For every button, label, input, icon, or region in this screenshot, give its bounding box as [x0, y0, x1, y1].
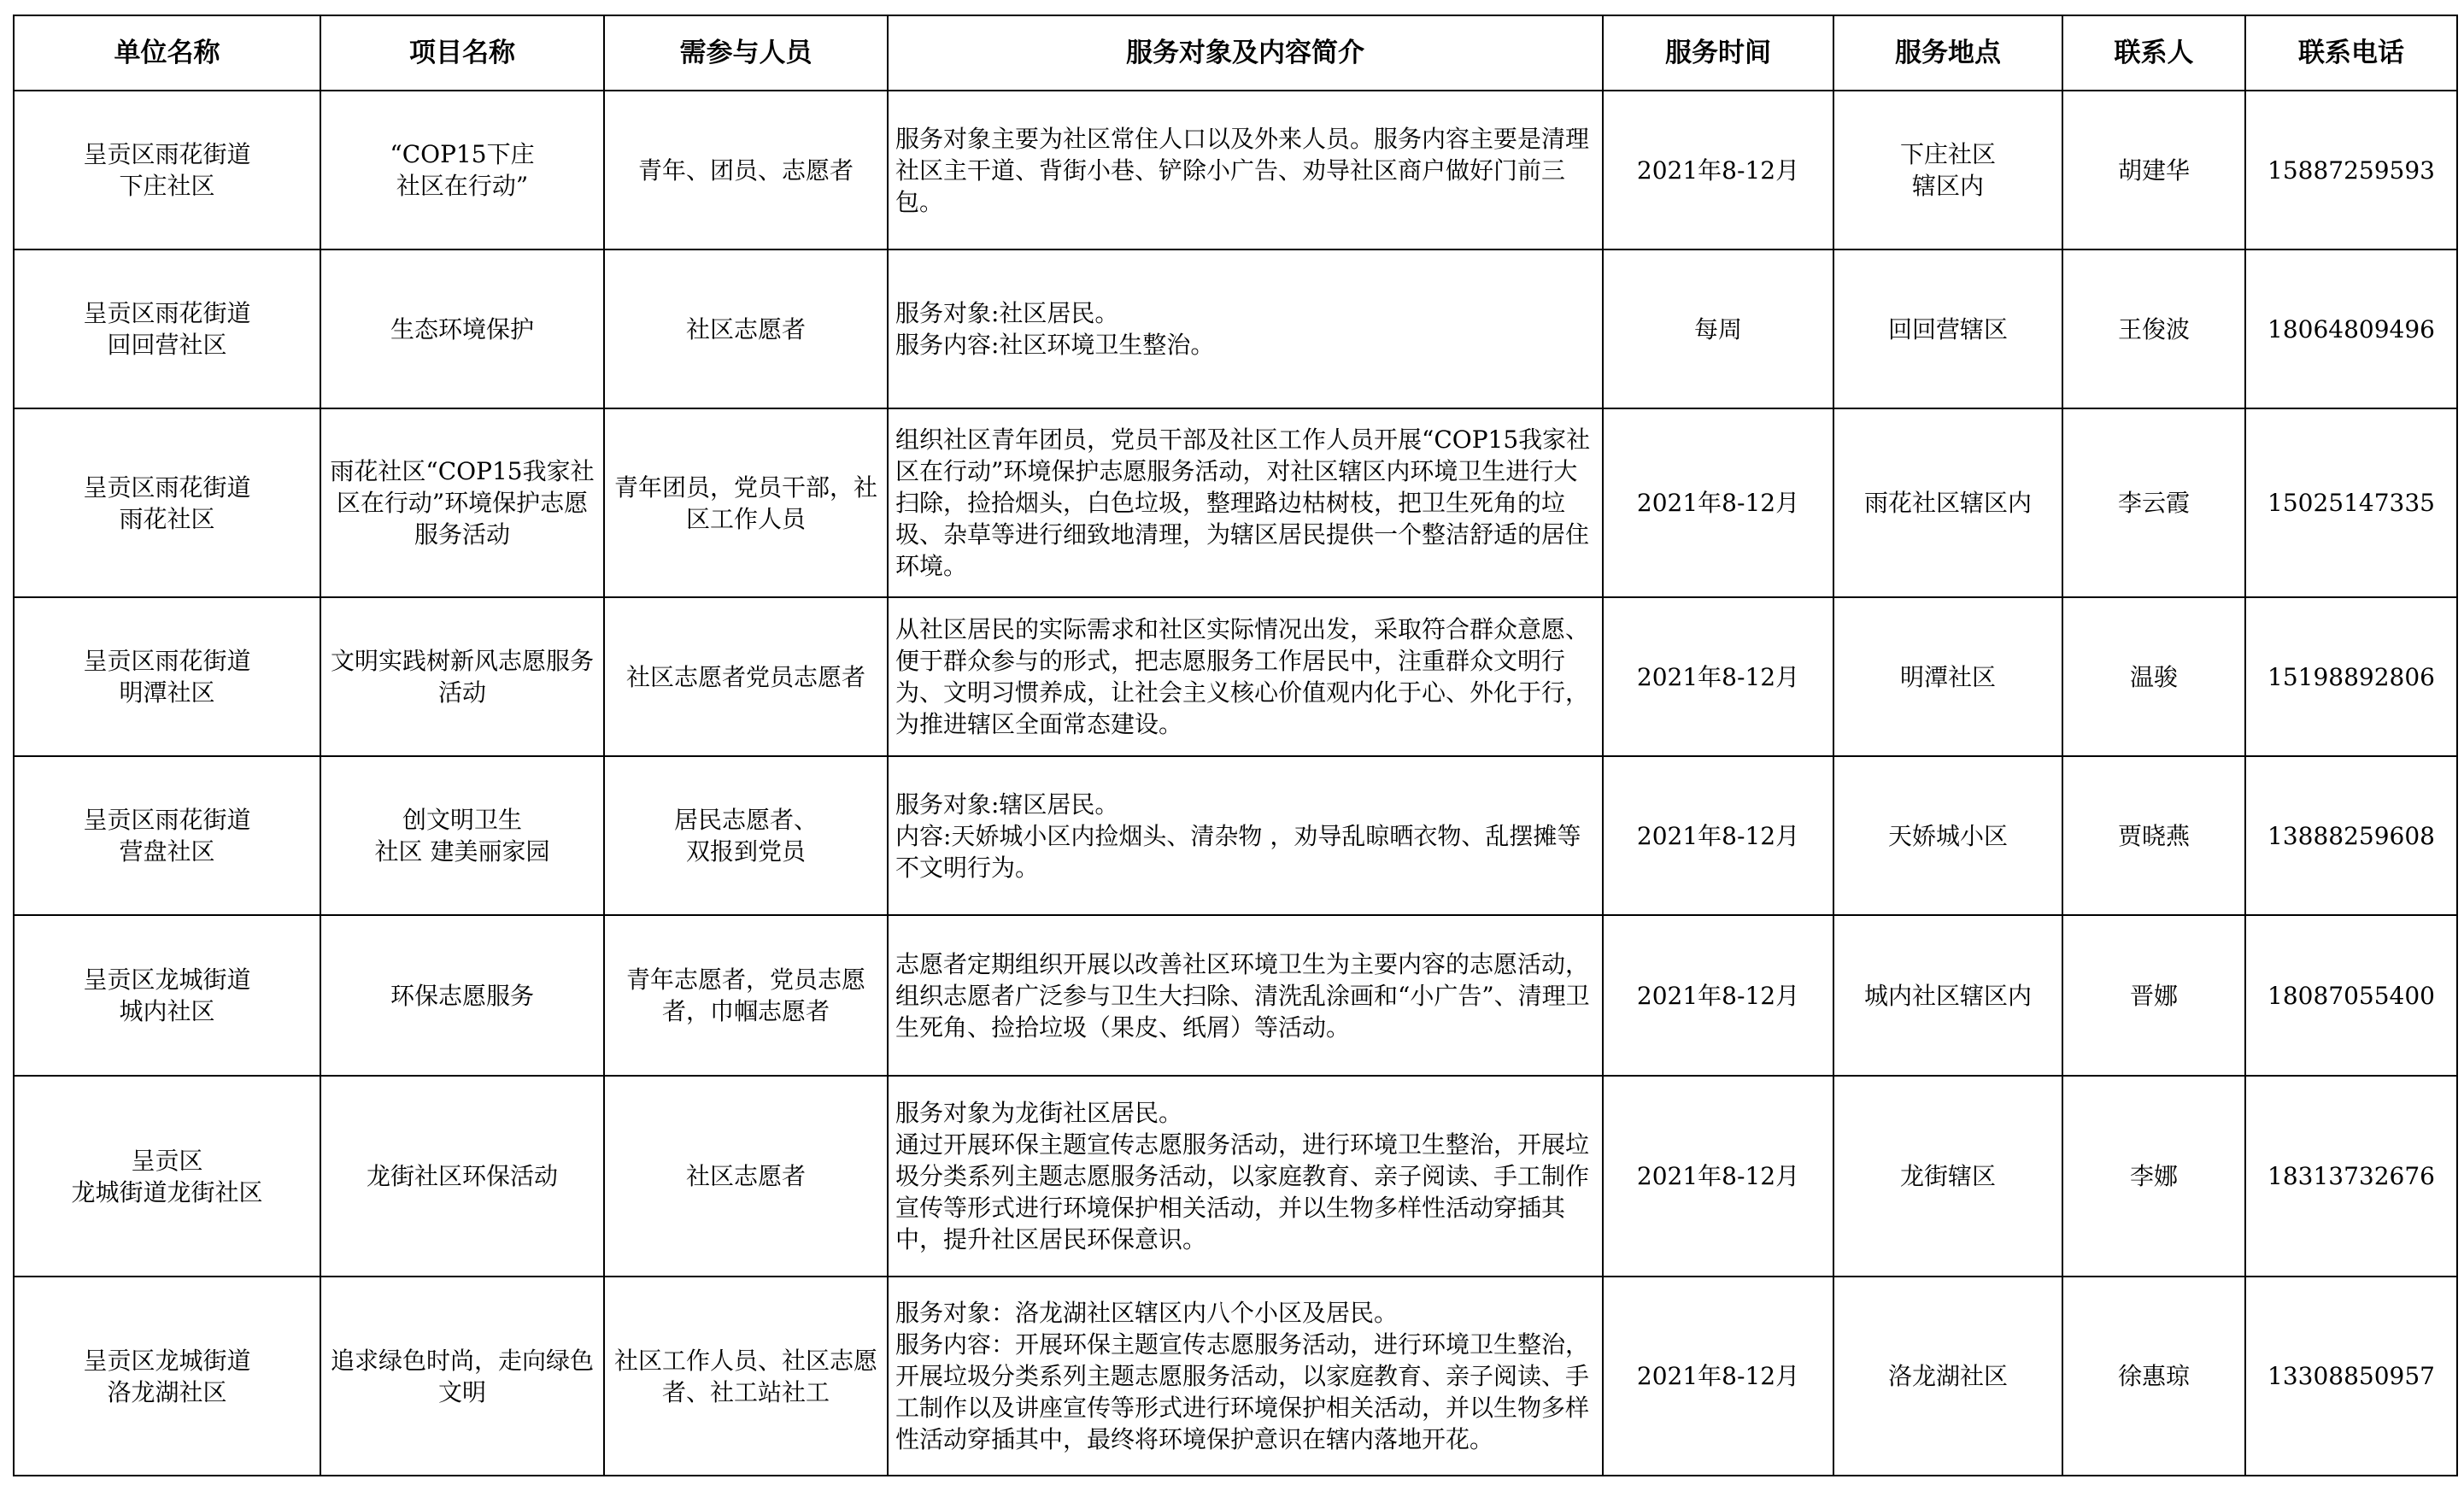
header-participants: 需参与人员 [604, 15, 888, 91]
cell-description-line: 志愿者定期组织开展以改善社区环境卫生为主要内容的志愿活动，组织志愿者广泛参与卫生大扫除、清洗乱涂画和“小广告”、清理卫生死角、捡拾垃圾（果皮、纸屑）等活动。 [895, 949, 1590, 1042]
cell-participants [604, 915, 888, 1076]
cell-phone: 15198892806 [2245, 597, 2457, 756]
cell-place-line: 雨花社区辖区内 [1863, 489, 2032, 517]
table-row [14, 1076, 2457, 1277]
cell-place-line: 辖区内 [1911, 172, 1984, 200]
cell-contact: 贾晓燕 [2062, 756, 2245, 915]
cell-project-line: 社区 建美丽家园 [374, 837, 550, 866]
cell-project-line: 社区在行动” [396, 172, 529, 200]
cell-time: 2021年8-12月 [1603, 1076, 1833, 1277]
cell-phone: 15025147335 [2245, 408, 2457, 597]
cell-phone: 18087055400 [2245, 915, 2457, 1076]
cell-project [320, 756, 604, 915]
cell-unit-line: 呈贡区雨花街道 [83, 806, 251, 834]
cell-place [1833, 756, 2062, 915]
cell-description [888, 597, 1603, 756]
volunteer-service-table [13, 15, 2458, 1476]
cell-description [888, 408, 1603, 597]
cell-project [320, 597, 604, 756]
cell-phone: 18313732676 [2245, 1076, 2457, 1277]
cell-time: 2021年8-12月 [1603, 597, 1833, 756]
cell-phone: 18064809496 [2245, 249, 2457, 408]
cell-description [888, 91, 1603, 249]
cell-participants-line: 青年志愿者，党员志愿者，巾帼志愿者 [625, 966, 865, 1025]
cell-unit-line: 呈贡区龙城街道 [83, 966, 251, 994]
cell-place [1833, 597, 2062, 756]
table-row [14, 408, 2457, 597]
cell-participants [604, 1277, 888, 1476]
cell-time: 2021年8-12月 [1603, 756, 1833, 915]
cell-participants-line: 社区工作人员、社区志愿者、社工站社工 [613, 1346, 877, 1406]
cell-place-line: 明潭社区 [1899, 662, 1996, 691]
cell-place-line: 洛龙湖社区 [1887, 1362, 2008, 1390]
cell-phone: 13308850957 [2245, 1277, 2457, 1476]
table-row [14, 91, 2457, 249]
cell-place [1833, 915, 2062, 1076]
cell-unit-line: 呈贡区雨花街道 [83, 647, 251, 675]
cell-place [1833, 249, 2062, 408]
cell-participants-line: 青年团员，党员干部，社区工作人员 [613, 472, 877, 533]
cell-participants [604, 756, 888, 915]
cell-unit [14, 1277, 320, 1476]
cell-time: 每周 [1603, 249, 1833, 408]
cell-participants [604, 408, 888, 597]
cell-description [888, 1277, 1603, 1476]
header-contact: 联系人 [2062, 15, 2245, 91]
table-row [14, 915, 2457, 1076]
cell-participants [604, 249, 888, 408]
cell-place-line: 天娇城小区 [1887, 821, 2008, 850]
cell-description-line: 服务对象:社区居民。 [895, 299, 1119, 327]
cell-place-line: 下庄社区 [1899, 140, 1996, 168]
cell-contact: 王俊波 [2062, 249, 2245, 408]
cell-project [320, 91, 604, 249]
cell-participants-line: 青年、团员、志愿者 [637, 156, 854, 185]
cell-project [320, 1076, 604, 1277]
cell-place [1833, 408, 2062, 597]
cell-place [1833, 1076, 2062, 1277]
cell-contact: 李云霞 [2062, 408, 2245, 597]
header-description: 服务对象及内容简介 [888, 15, 1603, 91]
cell-unit-line: 城内社区 [119, 997, 215, 1025]
cell-unit [14, 597, 320, 756]
table-body [14, 91, 2457, 1476]
cell-time: 2021年8-12月 [1603, 915, 1833, 1076]
cell-project-line: 创文明卫生 [402, 806, 522, 834]
cell-place-line: 龙街辖区 [1899, 1162, 1996, 1190]
cell-project-line: 文明实践树新风志愿服务活动 [330, 647, 594, 707]
cell-participants [604, 597, 888, 756]
cell-description-line: 服务对象：洛龙湖社区辖区内八个小区及居民。 [895, 1299, 1399, 1327]
cell-time: 2021年8-12月 [1603, 91, 1833, 249]
cell-description-line: 服务对象为龙街社区居民。 [895, 1099, 1183, 1127]
cell-project [320, 408, 604, 597]
cell-time: 2021年8-12月 [1603, 1277, 1833, 1476]
cell-project-line: 环保志愿服务 [390, 981, 534, 1010]
cell-project-line: 龙街社区环保活动 [366, 1162, 558, 1190]
cell-description-line: 服务对象主要为社区常住人口以及外来人员。服务内容主要是清理社区主干道、背街小巷、铲除小广告、劝导社区商户做好门前三包。 [895, 124, 1590, 216]
cell-place-line: 回回营辖区 [1887, 314, 2008, 343]
cell-unit [14, 915, 320, 1076]
table-row [14, 597, 2457, 756]
cell-unit [14, 249, 320, 408]
header-project: 项目名称 [320, 15, 604, 91]
cell-unit-line: 回回营社区 [107, 331, 227, 359]
cell-project [320, 249, 604, 408]
cell-participants-line: 社区志愿者党员志愿者 [625, 662, 865, 691]
cell-description-line: 通过开展环保主题宣传志愿服务活动，进行环境卫生整治，开展垃圾分类系列主题志愿服务活动，以家庭教育、亲子阅读、手工制作宣传等形式进行环境保护相关活动，并以生物多样性活动穿插其中，提升社区居民环保意识。 [895, 1130, 1590, 1253]
table-row [14, 249, 2457, 408]
header-phone: 联系电话 [2245, 15, 2457, 91]
cell-contact: 温骏 [2062, 597, 2245, 756]
cell-participants-line: 社区志愿者 [685, 314, 806, 343]
cell-phone: 15887259593 [2245, 91, 2457, 249]
cell-unit-line: 呈贡区雨花街道 [83, 140, 251, 168]
cell-description-line: 组织社区青年团员，党员干部及社区工作人员开展“COP15我家社区在行动”环境保护志愿服务活动，对社区辖区内环境卫生进行大扫除，捡拾烟头，白色垃圾，整理路边枯树枝，把卫生死角的垃圾、杂草等进行细致地清理，为辖区居民提供一个整洁舒适的居住环境。 [895, 426, 1591, 580]
cell-project [320, 915, 604, 1076]
header-row [14, 15, 2457, 91]
cell-description [888, 1076, 1603, 1277]
cell-unit-line: 龙城街道龙街社区 [71, 1177, 263, 1206]
cell-participants-line: 双报到党员 [685, 837, 806, 866]
header-place: 服务地点 [1833, 15, 2062, 91]
cell-unit-line: 呈贡区 [131, 1146, 203, 1175]
header-unit: 单位名称 [14, 15, 320, 91]
cell-unit-line: 呈贡区龙城街道 [83, 1346, 251, 1375]
cell-contact: 李娜 [2062, 1076, 2245, 1277]
cell-project-line: 雨花社区“COP15我家社区在行动”环境保护志愿服务活动 [330, 457, 595, 549]
cell-unit-line: 明潭社区 [119, 678, 215, 707]
cell-unit-line: 营盘社区 [119, 837, 215, 866]
cell-description-line: 服务对象:辖区居民。 [895, 789, 1119, 819]
cell-participants-line: 居民志愿者、 [673, 806, 818, 834]
cell-place [1833, 1277, 2062, 1476]
table-row [14, 1277, 2457, 1476]
cell-contact: 徐惠琼 [2062, 1277, 2245, 1476]
cell-participants [604, 91, 888, 249]
cell-unit-line: 洛龙湖社区 [107, 1377, 227, 1406]
cell-unit-line: 雨花社区 [119, 504, 215, 533]
cell-description-line: 内容:天娇城小区内捡烟头、清杂物 ，劝导乱晾晒衣物、乱摆摊等不文明行为。 [895, 821, 1581, 882]
cell-place [1833, 91, 2062, 249]
cell-project-line: 追求绿色时尚，走向绿色文明 [330, 1346, 594, 1406]
cell-unit [14, 1076, 320, 1277]
cell-phone: 13888259608 [2245, 756, 2457, 915]
cell-unit-line: 下庄社区 [119, 172, 215, 200]
cell-description-line: 从社区居民的实际需求和社区实际情况出发，采取符合群众意愿、便于群众参与的形式，把志愿服务工作居民中，注重群众文明行为、文明习惯养成，让社会主义核心价值观内化于心、外化于行，为推进辖区全面常态建设。 [895, 615, 1590, 738]
table-row [14, 756, 2457, 915]
cell-participants-line: 社区志愿者 [685, 1162, 806, 1190]
cell-unit [14, 91, 320, 249]
cell-project [320, 1277, 604, 1476]
cell-unit [14, 408, 320, 597]
cell-time: 2021年8-12月 [1603, 408, 1833, 597]
cell-unit-line: 呈贡区雨花街道 [83, 472, 251, 502]
cell-unit [14, 756, 320, 915]
cell-participants [604, 1076, 888, 1277]
cell-contact: 晋娜 [2062, 915, 2245, 1076]
cell-project-line: 生态环境保护 [390, 314, 534, 343]
cell-contact: 胡建华 [2062, 91, 2245, 249]
cell-description [888, 249, 1603, 408]
cell-description-line: 服务内容:社区环境卫生整治。 [895, 331, 1215, 359]
header-time: 服务时间 [1603, 15, 1833, 91]
cell-description [888, 915, 1603, 1076]
cell-description [888, 756, 1603, 915]
cell-unit-line: 呈贡区雨花街道 [83, 299, 251, 327]
cell-place-line: 城内社区辖区内 [1863, 981, 2032, 1010]
cell-description-line: 服务内容：开展环保主题宣传志愿服务活动，进行环境卫生整治，开展垃圾分类系列主题志愿服务活动，以家庭教育、亲子阅读、手工制作以及讲座宣传等形式进行环境保护相关活动，并以生物多样性活动穿插其中，最终将环境保护意识在辖内落地开花。 [895, 1330, 1590, 1453]
cell-project-line: “COP15下庄 [390, 140, 535, 168]
